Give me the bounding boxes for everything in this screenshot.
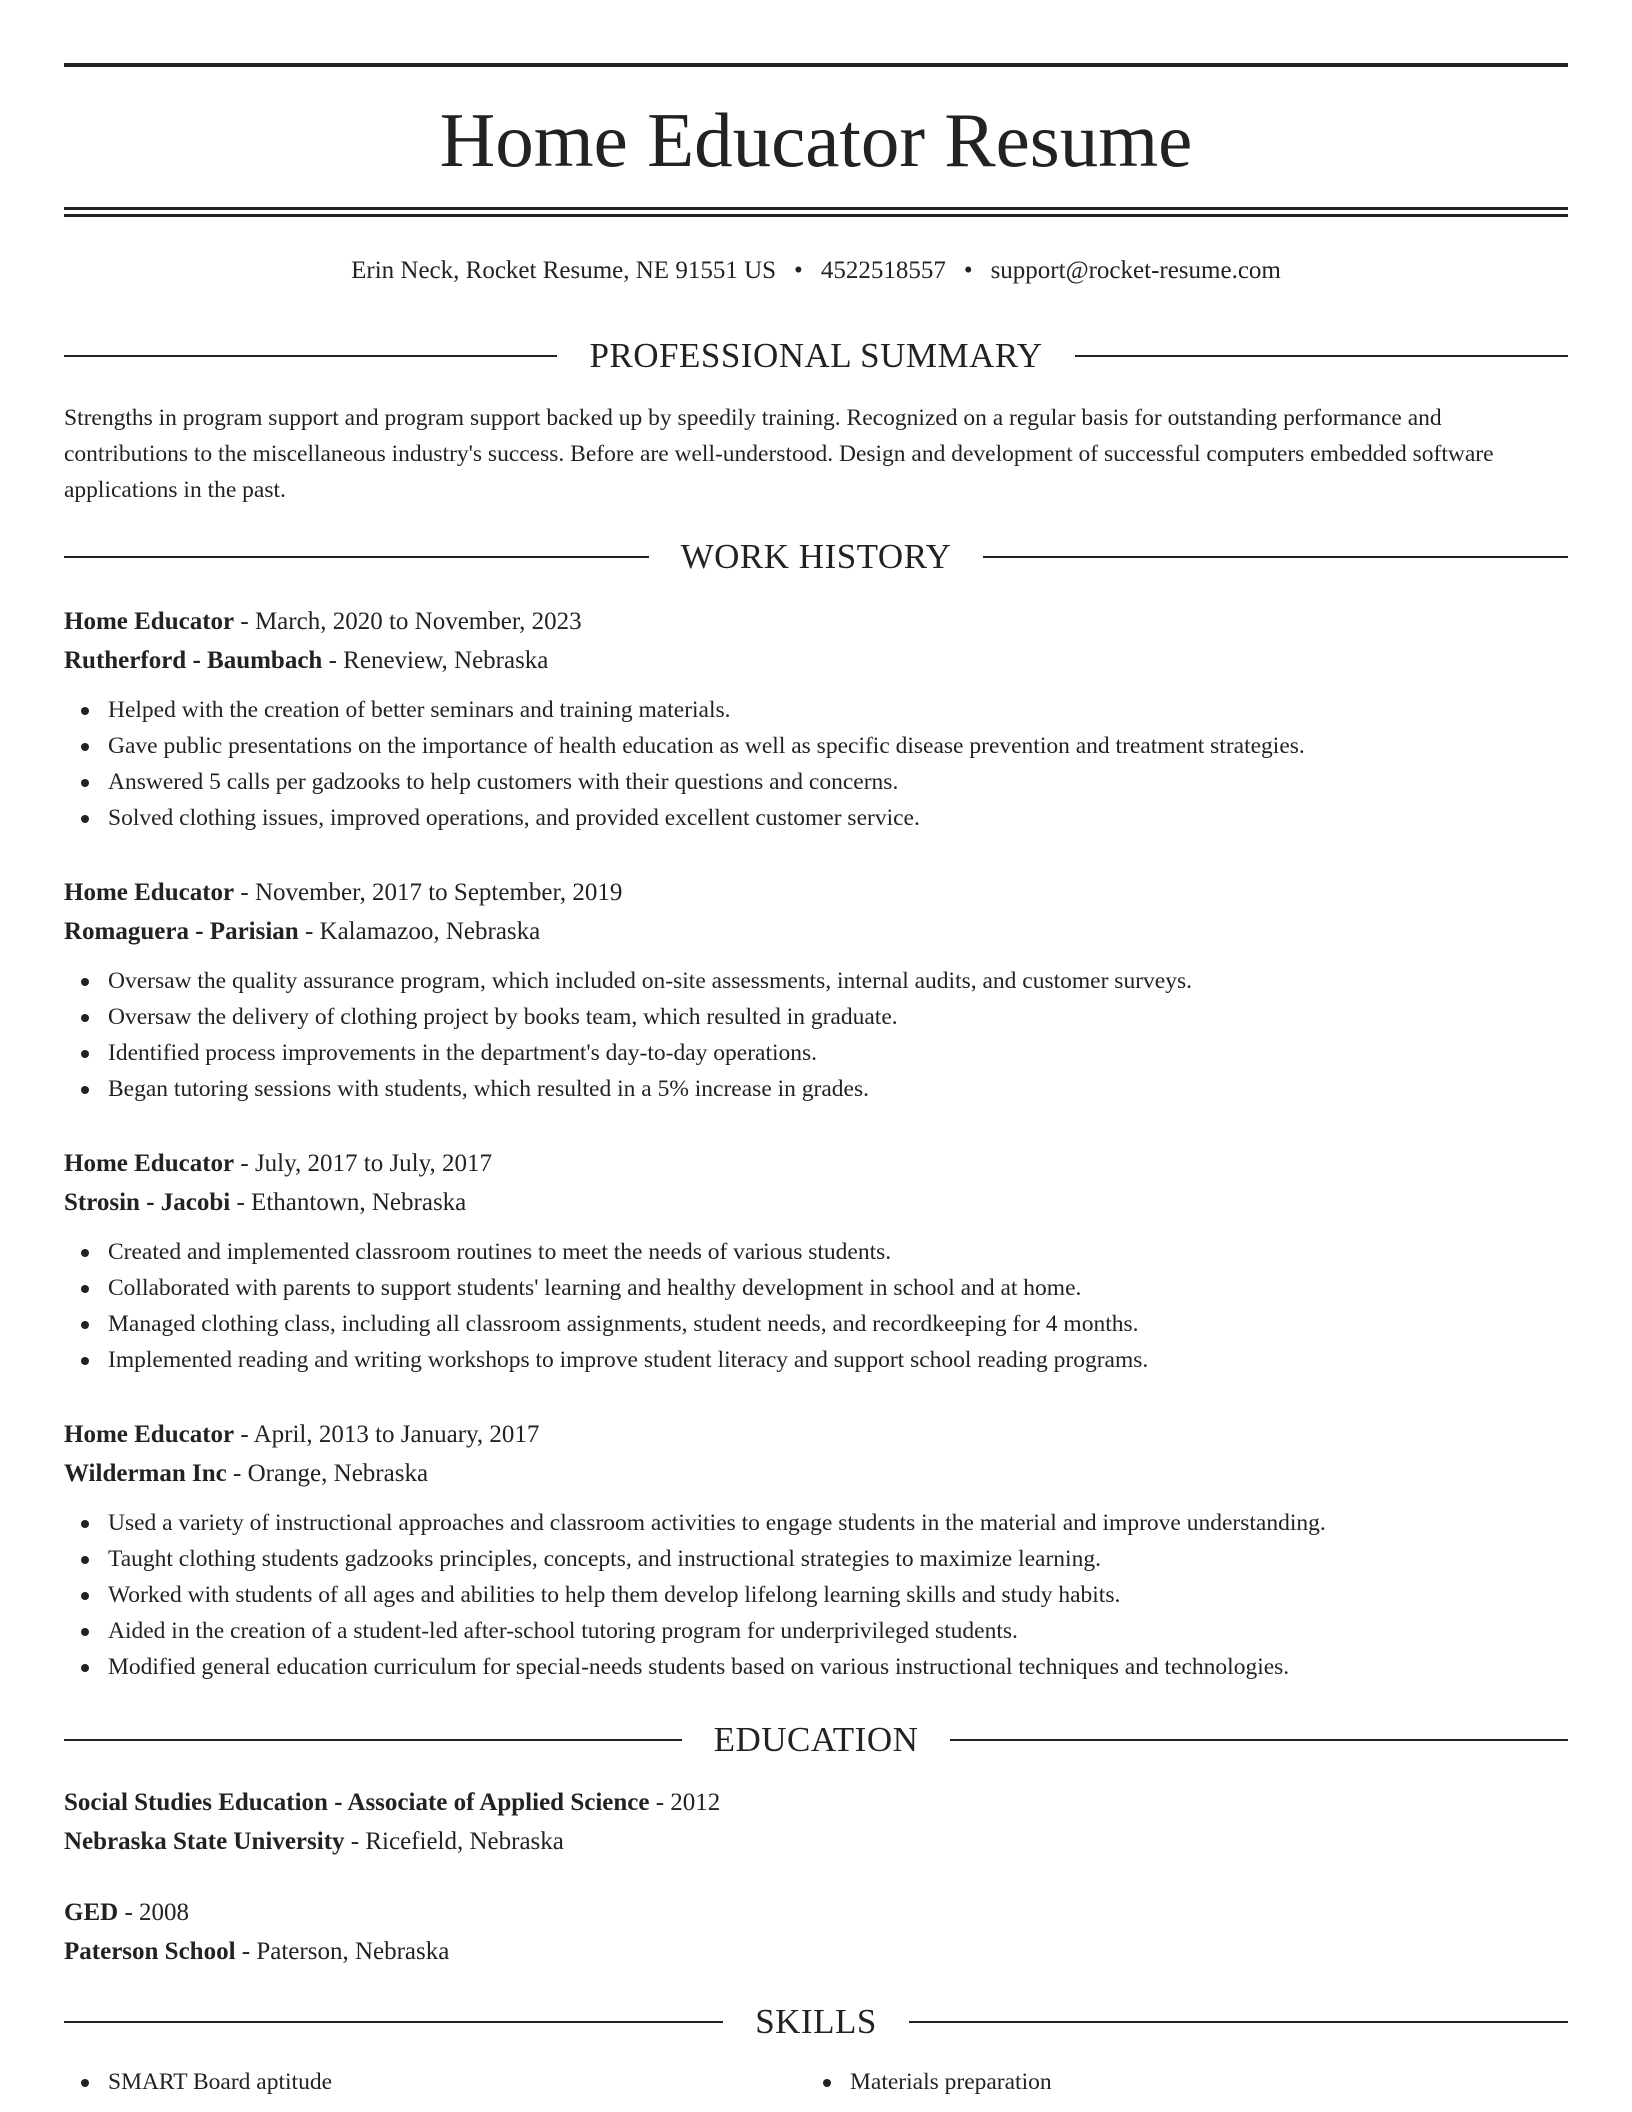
job-entry	[64, 1144, 1568, 1378]
skills-columns	[64, 2064, 1568, 2100]
job-bullet: Modified general education curriculum for special-needs students based on various instructional techniques and technologies.	[64, 1649, 1568, 1685]
job-bullet: Helped with the creation of better seminars and training materials.	[64, 692, 1568, 728]
job-title-line	[64, 873, 1568, 912]
education-entry	[64, 1783, 1568, 1861]
job-location: - Kalamazoo, Nebraska	[298, 918, 541, 945]
job-title: Home Educator	[64, 1150, 235, 1177]
job-bullet: Solved clothing issues, improved operations, and provided excellent customer service.	[64, 800, 1568, 836]
education-degree: Social Studies Education - Associate of Applied Science	[64, 1789, 650, 1816]
heading-rule-right	[909, 2021, 1568, 2023]
job-location: - Ethantown, Nebraska	[230, 1189, 467, 1216]
skills-heading-label: SKILLS	[755, 2002, 877, 2041]
job-bullet: Gave public presentations on the importance of health education as well as specific disease prevention and treatment strategies.	[64, 728, 1568, 764]
work-heading-label: WORK HISTORY	[680, 537, 952, 576]
job-location: - Orange, Nebraska	[226, 1460, 429, 1487]
job-title-line	[64, 1415, 1568, 1454]
job-dates: - April, 2013 to January, 2017	[234, 1421, 540, 1448]
job-bullets	[64, 963, 1568, 1107]
education-degree: GED	[64, 1899, 119, 1926]
summary-heading-label: PROFESSIONAL SUMMARY	[589, 336, 1043, 375]
skill-item: SMART Board aptitude	[64, 2064, 806, 2100]
job-entry	[64, 873, 1568, 1107]
heading-rule-right	[950, 1739, 1568, 1741]
education-section-heading	[64, 1718, 1568, 1762]
education-degree-line	[64, 1893, 1568, 1932]
job-company-line	[64, 641, 1568, 680]
contact-separator: •	[794, 257, 803, 284]
job-entry	[64, 1415, 1568, 1685]
education-school-line	[64, 1932, 1568, 1971]
heading-rule-left	[64, 1739, 682, 1741]
job-company: Romaguera - Parisian	[64, 918, 299, 945]
heading-rule-left	[64, 355, 557, 357]
contact-phone: 4522518557	[820, 257, 946, 284]
heading-rule-left	[64, 556, 649, 558]
heading-rule-right	[983, 556, 1568, 558]
job-bullet: Oversaw the delivery of clothing project by books team, which resulted in graduate.	[64, 999, 1568, 1035]
job-company: Strosin - Jacobi	[64, 1189, 231, 1216]
job-bullet: Managed clothing class, including all classroom assignments, student needs, and recordkeeping for 4 months.	[64, 1306, 1568, 1342]
contact-separator: •	[963, 257, 973, 284]
job-title-line	[64, 1144, 1568, 1183]
education-location: - Ricefield, Nebraska	[344, 1828, 564, 1855]
education-entry	[64, 1893, 1568, 1971]
job-bullet: Used a variety of instructional approaches and classroom activities to engage students in the material and improve understanding.	[64, 1505, 1568, 1541]
job-bullets	[64, 1505, 1568, 1685]
job-location: - Reneview, Nebraska	[322, 647, 549, 674]
job-company-line	[64, 1183, 1568, 1222]
contact-address: Erin Neck, Rocket Resume, NE 91551 US	[351, 257, 777, 284]
job-bullet: Identified process improvements in the department's day-to-day operations.	[64, 1035, 1568, 1071]
job-bullets	[64, 692, 1568, 836]
job-title: Home Educator	[64, 1421, 235, 1448]
education-school: Nebraska State University	[64, 1828, 345, 1855]
top-rule	[64, 63, 1568, 67]
job-bullets	[64, 1234, 1568, 1378]
job-title: Home Educator	[64, 608, 235, 635]
education-school: Paterson School	[64, 1938, 236, 1965]
work-section-heading	[64, 535, 1568, 579]
job-bullet: Created and implemented classroom routines to meet the needs of various students.	[64, 1234, 1568, 1270]
heading-rule-right	[1075, 355, 1568, 357]
skills-list-right	[806, 2064, 1548, 2100]
job-bullet: Taught clothing students gadzooks principles, concepts, and instructional strategies to maximize learning.	[64, 1541, 1568, 1577]
education-heading-label: EDUCATION	[713, 1720, 919, 1759]
contact-email: support@rocket-resume.com	[990, 257, 1281, 284]
job-bullet: Implemented reading and writing workshops to improve student literacy and support school reading programs.	[64, 1342, 1568, 1378]
job-bullet: Worked with students of all ages and abilities to help them develop lifelong learning skills and study habits.	[64, 1577, 1568, 1613]
job-dates: - March, 2020 to November, 2023	[234, 608, 582, 635]
job-title: Home Educator	[64, 879, 235, 906]
job-company: Wilderman Inc	[64, 1460, 227, 1487]
job-bullet: Aided in the creation of a student-led after-school tutoring program for underprivileged students.	[64, 1613, 1568, 1649]
skill-item: Materials preparation	[806, 2064, 1548, 2100]
job-bullet: Answered 5 calls per gadzooks to help customers with their questions and concerns.	[64, 764, 1568, 800]
job-title-line	[64, 602, 1568, 641]
summary-text: Strengths in program support and program support backed up by speedily training. Recognized on a regular basis for outstanding performance and contributions to the miscellaneous industry's success. Before are well-understood. Design and development of successful computers embedded software applications in the past.	[64, 405, 1494, 503]
education-degree-line	[64, 1783, 1568, 1822]
job-dates: - November, 2017 to September, 2019	[234, 879, 623, 906]
education-location: - Paterson, Nebraska	[235, 1938, 450, 1965]
job-bullet: Oversaw the quality assurance program, which included on-site assessments, internal audits, and customer surveys.	[64, 963, 1568, 999]
skills-section-heading	[64, 2000, 1568, 2044]
education-year: - 2012	[649, 1789, 721, 1816]
education-school-line	[64, 1822, 1568, 1861]
skills-list-left	[64, 2064, 806, 2100]
summary-section-heading	[64, 334, 1568, 378]
job-company-line	[64, 912, 1568, 951]
heading-rule-left	[64, 2021, 723, 2023]
resume-title: Home Educator Resume	[439, 97, 1193, 183]
contact-line	[64, 253, 1568, 289]
title-double-rule	[64, 207, 1568, 217]
education-year: - 2008	[118, 1899, 190, 1926]
job-company: Rutherford - Baumbach	[64, 647, 323, 674]
job-company-line	[64, 1454, 1568, 1493]
job-bullet: Collaborated with parents to support students' learning and healthy development in school and at home.	[64, 1270, 1568, 1306]
job-entry	[64, 602, 1568, 836]
job-bullet: Began tutoring sessions with students, which resulted in a 5% increase in grades.	[64, 1071, 1568, 1107]
job-dates: - July, 2017 to July, 2017	[234, 1150, 492, 1177]
